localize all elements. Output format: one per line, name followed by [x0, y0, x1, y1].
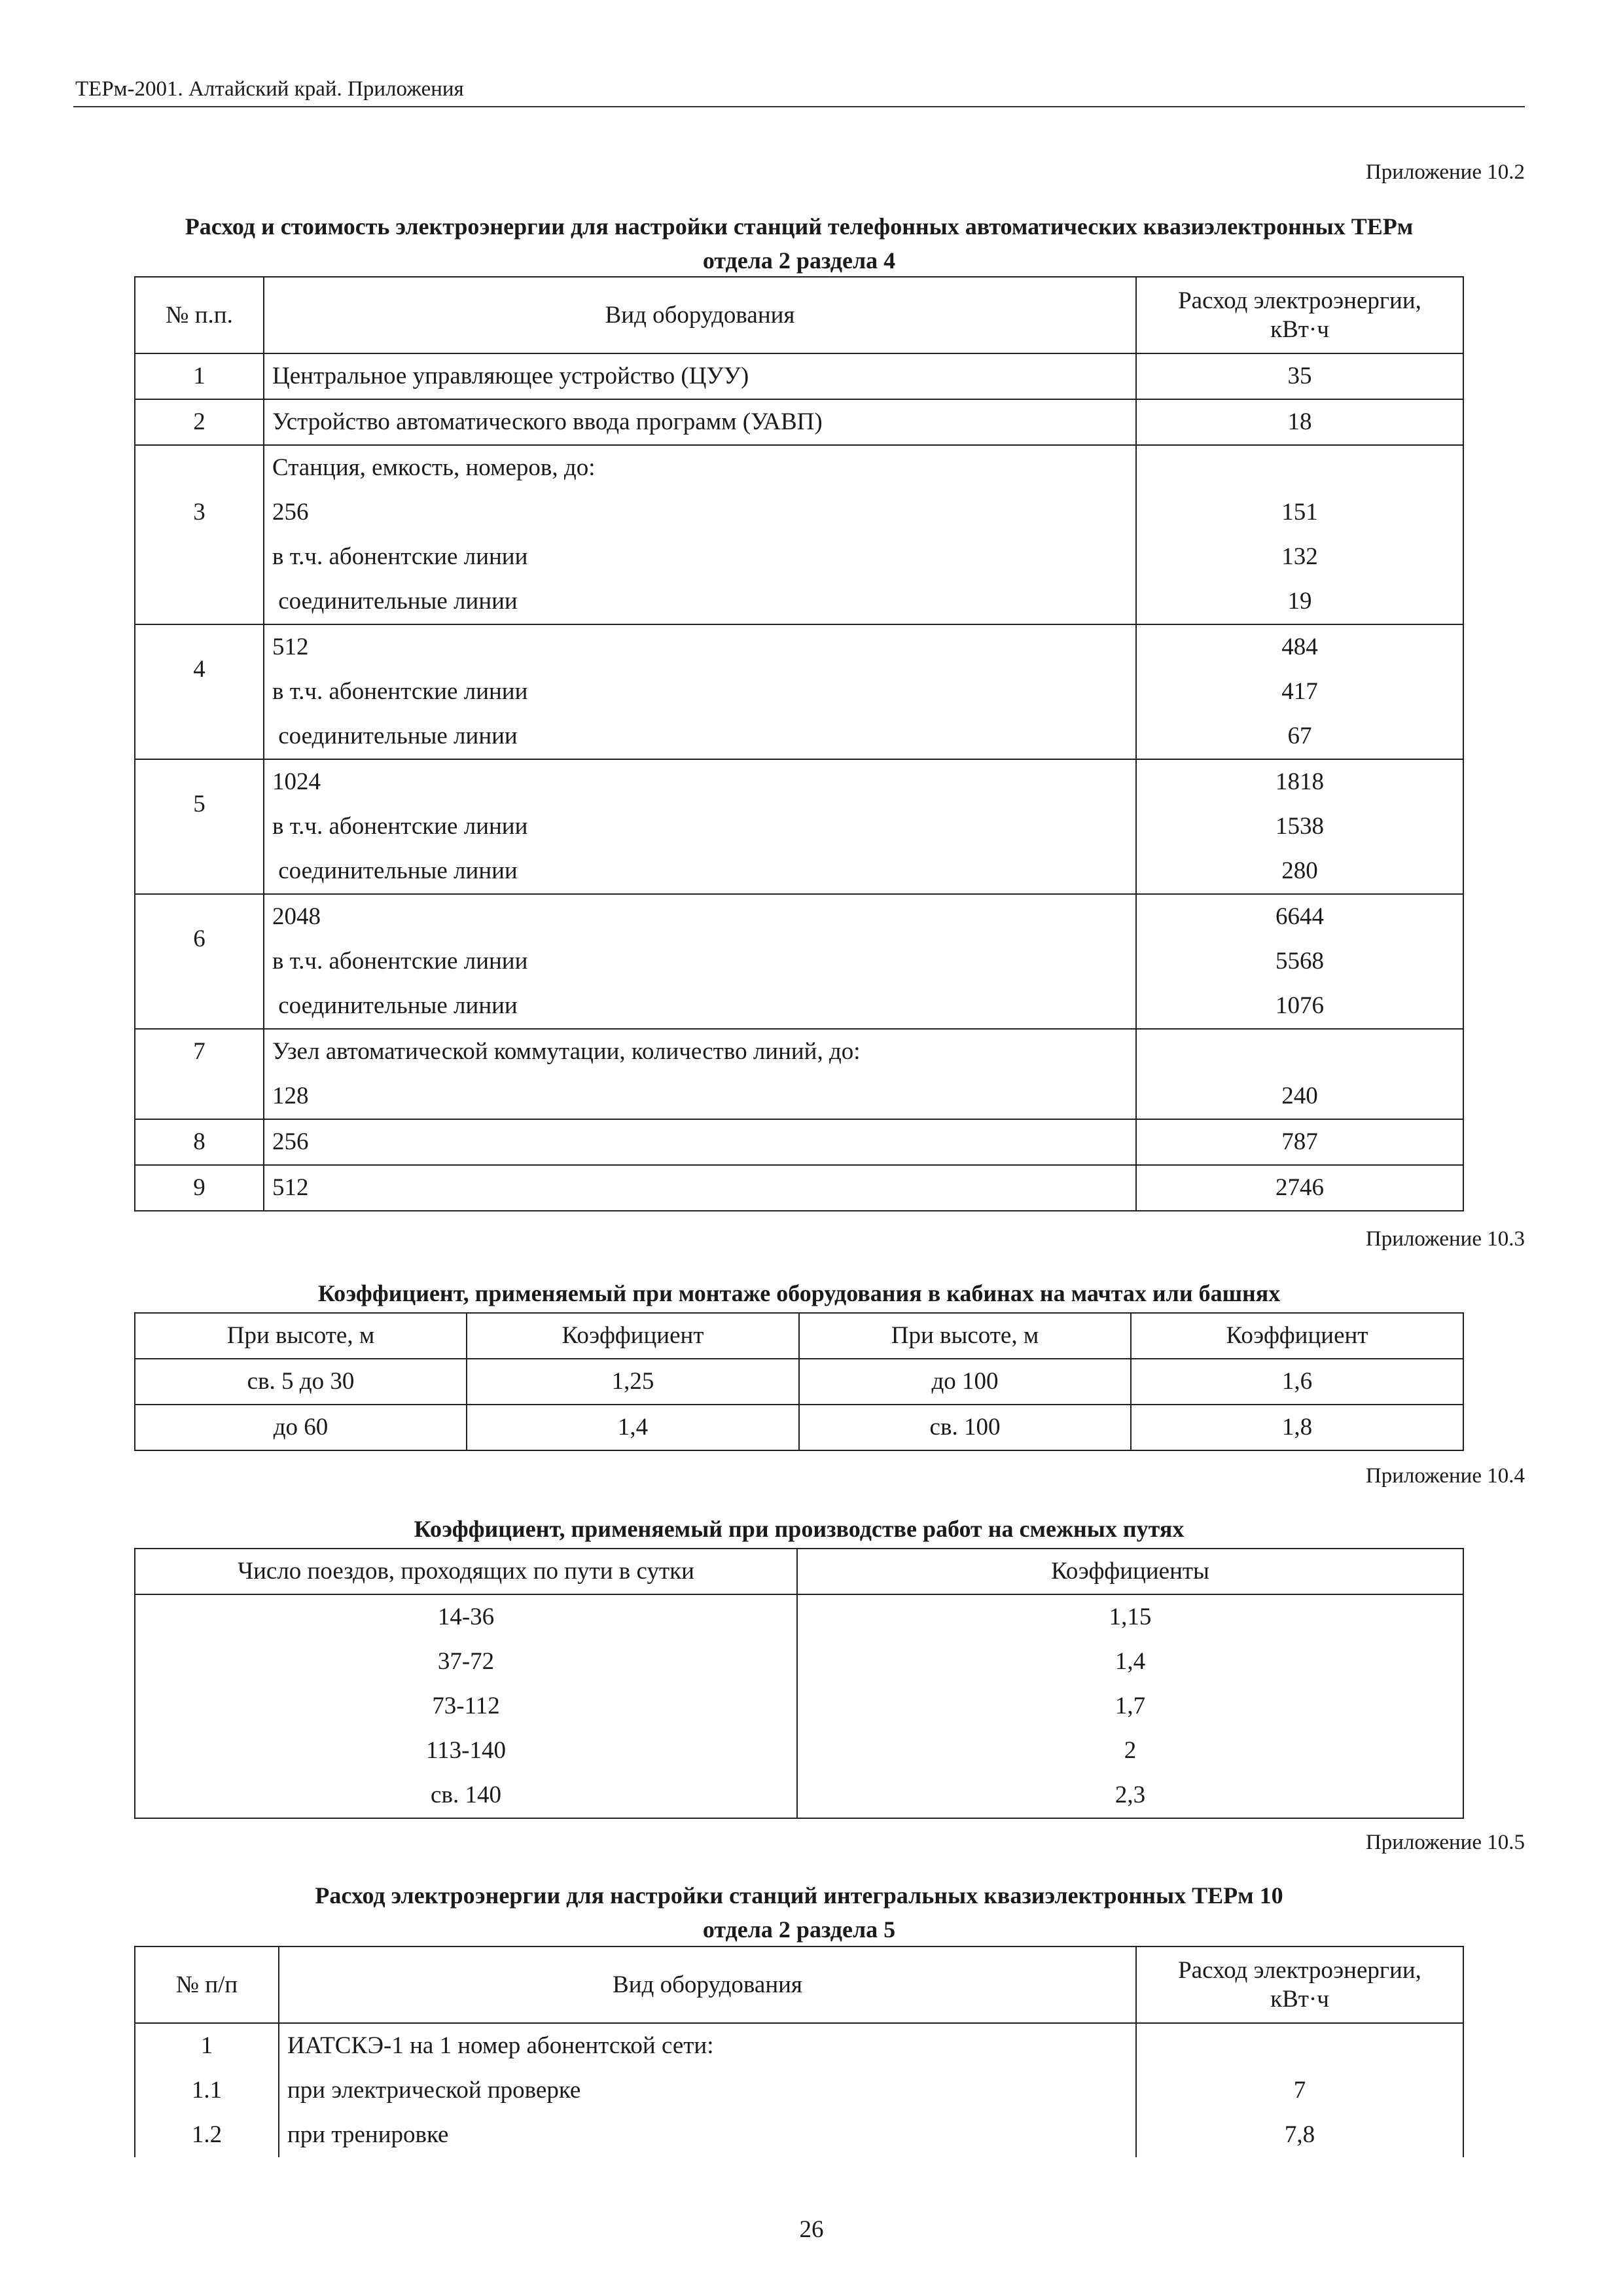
row-number: 6 [193, 925, 205, 952]
table-title-10-3: Коэффициент, применяемый при монтаже оборудования в кабинах на мачтах или башнях [317, 1280, 1281, 1306]
consumption-value: 417 [1281, 678, 1318, 705]
row-number: 9 [193, 1174, 205, 1201]
table-row [135, 399, 1463, 445]
running-header-text: ТЕРм-2001. Алтайский край. Приложения [75, 77, 464, 101]
consumption-value: 18 [1287, 408, 1312, 435]
table-cell: 1,8 [1131, 1405, 1463, 1450]
column-header-num: № п.п. [135, 277, 264, 353]
consumption-value: 2746 [1275, 1174, 1324, 1201]
table-title-10-2-line2: отдела 2 раздела 4 [702, 247, 896, 274]
column-header-equipment: Вид оборудования [264, 277, 1136, 353]
row-number: 8 [193, 1128, 205, 1155]
consumption-value: 67 [1287, 723, 1312, 749]
equipment-line: в т.ч. абонентские линии [272, 813, 528, 840]
equipment-cell [264, 624, 1136, 759]
row-number-cell [135, 1029, 264, 1119]
coefficient-value: 1,15 [1109, 1604, 1152, 1630]
table-cell: 1,6 [1131, 1359, 1463, 1405]
table-10-3 [134, 1312, 1464, 1451]
consumption-value: 151 [1281, 499, 1318, 526]
appendix-label-10-2: Приложение 10.2 [1365, 160, 1525, 184]
column-header-coefficient: Коэффициент [1131, 1313, 1463, 1359]
column-header-coefficients: Коэффициенты [797, 1549, 1463, 1594]
equipment-cell [264, 759, 1136, 894]
table-title-10-2 [73, 209, 1525, 278]
trains-per-day-value: 14-36 [437, 1604, 495, 1630]
equipment-cell [264, 1119, 1136, 1165]
consumption-cell [1136, 759, 1463, 894]
coefficient-value: 2,3 [1115, 1782, 1146, 1808]
row-number-cell [135, 445, 264, 624]
equipment-list [279, 2023, 1136, 2157]
row-number: 3 [193, 499, 205, 526]
consumption-cell [1136, 1119, 1463, 1165]
table-header-row [135, 277, 1463, 353]
equipment-line: соединительные линии [272, 723, 518, 749]
item-number: 1.1 [191, 2077, 223, 2104]
equipment-line: Станция, емкость, номеров, до: [272, 454, 596, 481]
table-cell: 1,4 [467, 1405, 799, 1450]
equipment-line: 512 [272, 1174, 309, 1201]
equipment-cell [264, 399, 1136, 445]
appendix-label-10-5: Приложение 10.5 [1365, 1831, 1525, 1854]
equipment-line: 128 [272, 1083, 309, 1109]
consumption-value: 1076 [1275, 992, 1324, 1019]
consumption-value: 484 [1281, 634, 1318, 660]
trains-per-day-value: 37-72 [437, 1648, 495, 1675]
equipment-line: Узел автоматической коммутации, количество линий, до: [272, 1038, 861, 1065]
equipment-line: в т.ч. абонентские линии [272, 948, 528, 975]
column-header-consumption-line1: Расход электроэнергии, [1178, 1956, 1421, 1984]
table-10-2 [134, 276, 1464, 1211]
equipment-line: 256 [272, 499, 309, 526]
consumption-cell [1136, 399, 1463, 445]
table-row [135, 624, 1463, 759]
row-number-cell [135, 399, 264, 445]
consumption-value [1145, 1030, 1455, 1074]
equipment-line: ИАТСКЭ-1 на 1 номер абонентской сети: [287, 2032, 714, 2059]
table-body-row [135, 1594, 1463, 1818]
running-header [73, 77, 1525, 107]
row-number: 5 [193, 791, 205, 817]
table-header-row [135, 1946, 1463, 2023]
coefficient-value: 1,4 [1115, 1648, 1146, 1675]
equipment-line: в т.ч. абонентские линии [272, 543, 528, 570]
row-number: 1 [193, 363, 205, 389]
trains-per-day-value: 113-140 [426, 1737, 506, 1764]
equipment-line: 1024 [272, 768, 321, 795]
appendix-label-10-3: Приложение 10.3 [1365, 1227, 1525, 1251]
table-cell: св. 5 до 30 [135, 1359, 467, 1405]
equipment-line: при электрической проверке [287, 2077, 581, 2104]
consumption-value: 7 [1293, 2077, 1306, 2104]
coefficient-value: 1,7 [1115, 1693, 1146, 1719]
equipment-line: 2048 [272, 903, 321, 930]
table-row [135, 353, 1463, 399]
table-title-10-4: Коэффициент, применяемый при производстве работ на смежных путях [414, 1516, 1185, 1542]
equipment-line: 512 [272, 634, 309, 660]
table-row [135, 445, 1463, 624]
consumption-value: 35 [1287, 363, 1312, 389]
equipment-cell [264, 445, 1136, 624]
row-number-cell [135, 1165, 264, 1211]
column-header-consumption-line2: кВт·ч [1270, 1985, 1329, 2013]
page-number: 26 [799, 2216, 824, 2243]
table-body-row [135, 2023, 1463, 2157]
column-header-height: При высоте, м [799, 1313, 1131, 1359]
consumption-value: 280 [1281, 857, 1318, 884]
row-number-cell [135, 353, 264, 399]
row-number-cell [135, 759, 264, 894]
consumption-cell [1136, 1165, 1463, 1211]
consumption-value: 7,8 [1284, 2121, 1315, 2148]
column-header-equipment: Вид оборудования [279, 1946, 1136, 2023]
consumption-cell [1136, 894, 1463, 1029]
equipment-line: 256 [272, 1128, 309, 1155]
table-10-5 [134, 1946, 1464, 2157]
appendix-label-10-4: Приложение 10.4 [1365, 1464, 1525, 1488]
consumption-cell [1136, 353, 1463, 399]
column-header-consumption [1136, 1946, 1463, 2023]
table-header-row [135, 1549, 1463, 1594]
equipment-cell [264, 1165, 1136, 1211]
table-title-10-5-line1: Расход электроэнергии для настройки станций интегральных квазиэлектронных ТЕРм 10 [315, 1882, 1283, 1909]
column-header-consumption [1136, 277, 1463, 353]
row-number: 2 [193, 408, 205, 435]
equipment-cell [264, 353, 1136, 399]
equipment-line: соединительные линии [272, 588, 518, 615]
column-header-trains: Число поездов, проходящих по пути в сутки [135, 1549, 797, 1594]
table-row [135, 1405, 1463, 1450]
table-row [135, 1029, 1463, 1119]
consumption-value [1145, 446, 1455, 490]
row-number: 7 [193, 1038, 205, 1065]
equipment-line: при тренировке [287, 2121, 449, 2148]
table-title-10-2-line1: Расход и стоимость электроэнергии для настройки станций телефонных автоматических квазиэлектронных ТЕРм [185, 213, 1414, 240]
item-number-list [135, 2023, 279, 2157]
consumption-value: 5568 [1275, 948, 1324, 975]
table-row [135, 1119, 1463, 1165]
equipment-line: соединительные линии [272, 857, 518, 884]
consumption-value: 19 [1287, 588, 1312, 615]
table-row [135, 894, 1463, 1029]
consumption-cell [1136, 1029, 1463, 1119]
trains-per-day-value: 73-112 [432, 1693, 500, 1719]
table-title-10-5-line2: отдела 2 раздела 5 [702, 1916, 896, 1943]
equipment-line: соединительные линии [272, 992, 518, 1019]
item-number: 1.2 [191, 2121, 223, 2148]
row-number: 4 [193, 656, 205, 683]
table-header-row [135, 1313, 1463, 1359]
column-header-consumption-line2: кВт·ч [1270, 315, 1329, 343]
trains-per-day-list [135, 1594, 797, 1818]
consumption-value: 240 [1281, 1083, 1318, 1109]
table-cell: св. 100 [799, 1405, 1131, 1450]
consumption-value [1145, 2024, 1455, 2068]
table-10-4 [134, 1548, 1464, 1819]
equipment-line: Устройство автоматического ввода программ (УАВП) [272, 408, 823, 435]
equipment-cell [264, 1029, 1136, 1119]
equipment-cell [264, 894, 1136, 1029]
consumption-cell [1136, 445, 1463, 624]
table-cell: 1,25 [467, 1359, 799, 1405]
item-number: 1 [200, 2032, 213, 2059]
table-row [135, 1359, 1463, 1405]
row-number-cell [135, 624, 264, 759]
coefficients-list [797, 1594, 1463, 1818]
consumption-value: 787 [1281, 1128, 1318, 1155]
row-number-cell [135, 894, 264, 1029]
column-header-consumption-line1: Расход электроэнергии, [1178, 287, 1421, 314]
consumption-list [1136, 2023, 1463, 2157]
table-cell: до 100 [799, 1359, 1131, 1405]
consumption-value: 1538 [1275, 813, 1324, 840]
equipment-line: Центральное управляющее устройство (ЦУУ) [272, 363, 749, 389]
coefficient-value: 2 [1124, 1737, 1137, 1764]
row-number-cell [135, 1119, 264, 1165]
consumption-value: 1818 [1275, 768, 1324, 795]
column-header-num: № п/п [135, 1946, 279, 2023]
table-row [135, 759, 1463, 894]
trains-per-day-value: св. 140 [431, 1782, 501, 1808]
equipment-line: в т.ч. абонентские линии [272, 678, 528, 705]
consumption-value: 6644 [1275, 903, 1324, 930]
column-header-coefficient: Коэффициент [467, 1313, 799, 1359]
table-title-10-5 [73, 1878, 1525, 1946]
table-cell: до 60 [135, 1405, 467, 1450]
consumption-cell [1136, 624, 1463, 759]
consumption-value: 132 [1281, 543, 1318, 570]
table-row [135, 1165, 1463, 1211]
column-header-height: При высоте, м [135, 1313, 467, 1359]
